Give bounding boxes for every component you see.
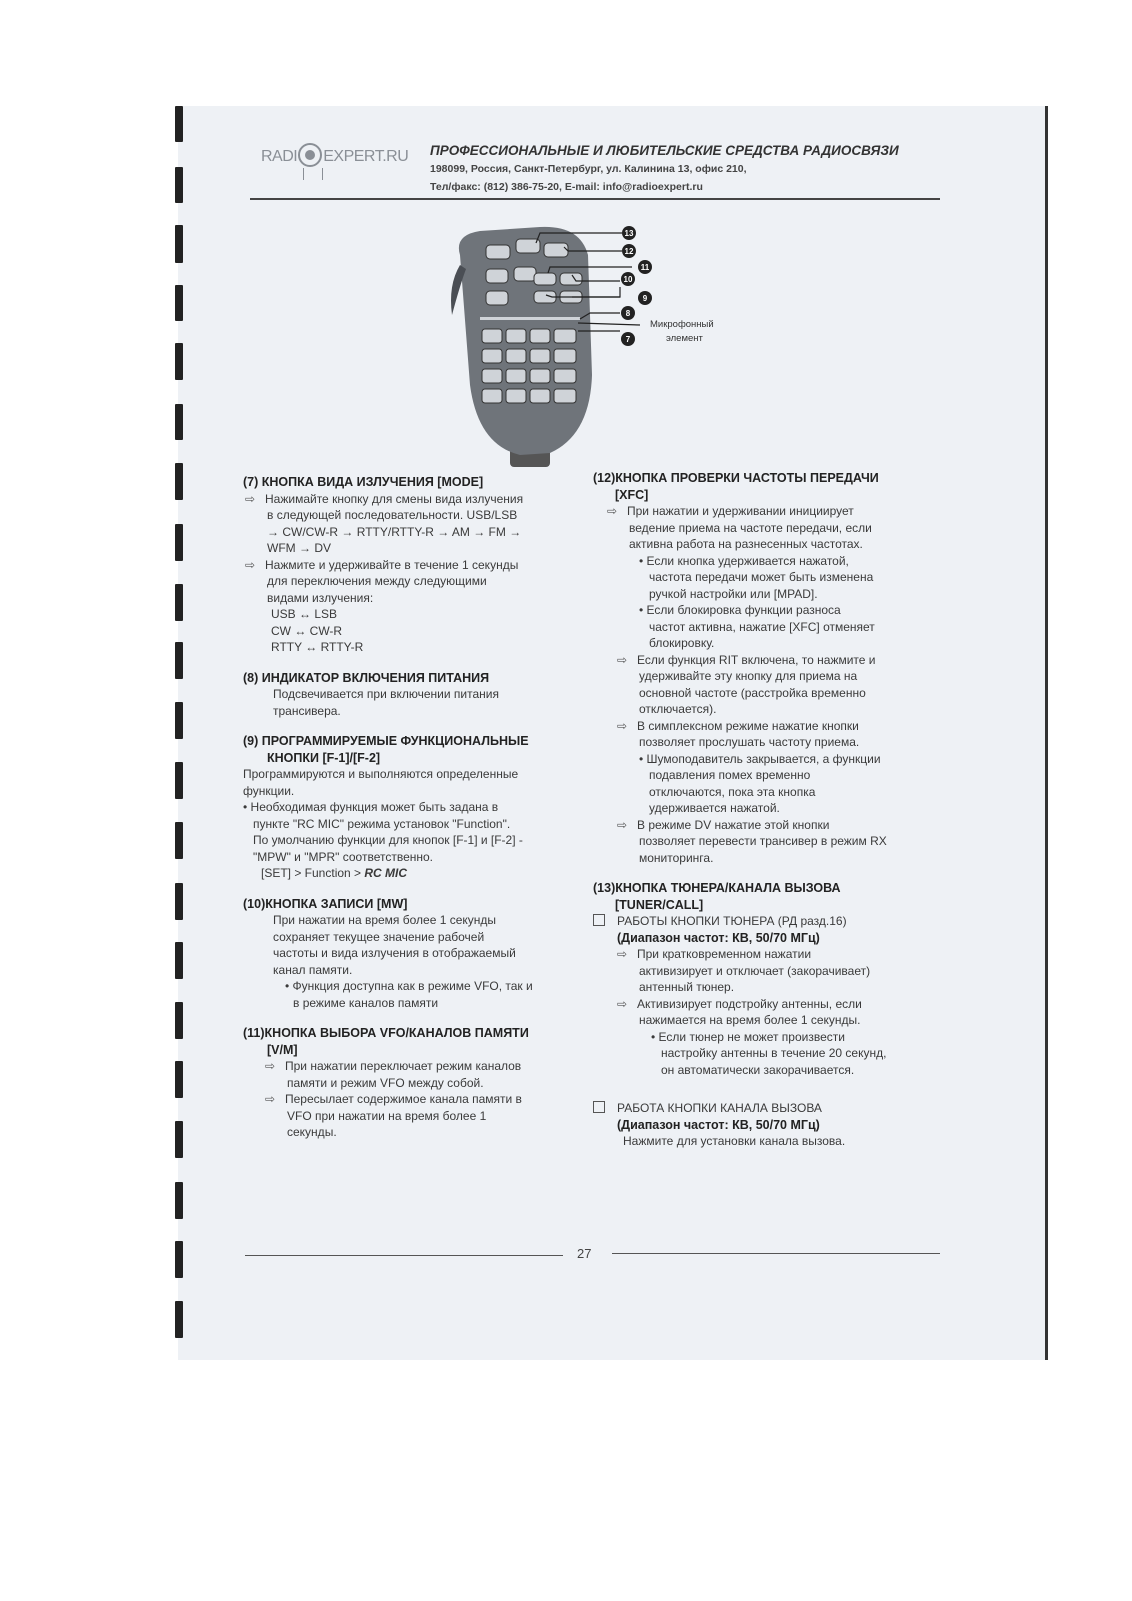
binding-mark xyxy=(175,822,183,859)
mic-power-led xyxy=(480,317,580,320)
header-divider xyxy=(250,198,940,200)
radioexpert-logo xyxy=(261,147,408,167)
mic-button xyxy=(544,243,568,257)
footer-rule-left xyxy=(245,1255,563,1256)
section-12-body: ⇨ При нажатии и удерживании инициирует ведение приема на частоте передачи, если активна работа на разнесенных частотах. • Если кнопка удерживается нажатой, частота передачи может быть изменена ручкой настройки или [MPAD]. • Если блокировка функции разноса частот активна, нажатие [XFC] отменяет блокировку. xyxy=(607,504,875,650)
arrow-icon: ⇨ xyxy=(245,557,256,572)
binding-mark xyxy=(175,883,183,920)
header-contact: Тел/факс: (812) 386-75-20, E-mail: info@radioexpert.ru xyxy=(430,181,703,193)
binding-mark xyxy=(175,524,183,561)
arrow-icon: ⇨ xyxy=(617,996,628,1011)
section-7-body: ⇨ Нажимайте кнопку для смены вида излучения в следующей последовательности. USB/LSB → CW/CW-R → RTTY/RTTY-R → AM → FM → WFM → DV ⇨ Нажмите и удерживайте в течение 1 секунды для переключения между следующими видами излучения: USB ↔ LSB CW ↔ CW-R RTTY ↔ RTTY-R xyxy=(245,491,524,654)
mic-element-label-2: элемент xyxy=(666,333,703,344)
section-11-title: (11)КНОПКА ВЫБОРА VFO/КАНАЛОВ ПАМЯТИ xyxy=(243,1026,529,1040)
section-13-body: ⇨ При кратковременном нажатии активизирует и отключает (закорачивает) антенный тюнер. ⇨ Активизирует подстройку антенны, если нажимается на время более 1 секунды. • Если тюнер не может произвести настройку антенны в течение 20 секунд, он автоматически закорачивается. xyxy=(617,947,887,1077)
binding-mark xyxy=(175,404,183,440)
checkbox-square-icon xyxy=(593,914,605,926)
mic-element-label-1: Микрофонный xyxy=(650,319,714,330)
arrow-icon: ⇨ xyxy=(265,1059,276,1073)
mic-button-mw xyxy=(560,273,582,285)
mic-button-vm xyxy=(534,273,556,285)
section-7-title: (7) КНОПКА ВИДА ИЗЛУЧЕНИЯ [MODE] xyxy=(243,475,484,489)
binding-mark xyxy=(175,343,183,380)
left-column: (7) КНОПКА ВИДА ИЗЛУЧЕНИЯ [MODE] ⇨ Нажимайте кнопку для смены вида излучения в следующей последовательности. USB/LSB → CW/CW-R → RTTY/RTTY-R → AM → FM → WFM → DV ⇨ Нажмите и удерживайте в течение 1 секунды для переключения между следующими видами излучения: USB ↔ LSB CW ↔ CW-R RTTY ↔ RTTY-R (8) ИНДИКАТОР ВКЛЮЧЕНИЯ ПИТАНИЯ Подсвечивается при включении питания трансивера. (9) ПРОГРАММИРУЕМЫЕ ФУНКЦИОНАЛЬНЫЕ КНОПКИ [F-1]/[F-2] Программируются и выполняются определенные функции. • Необходимая функция может быть задана в пункте "RC MIC" режима установок "Function". По умолчанию функции для кнопок [F-1] и [F-2] - "MPW" и "MPR" соответственно. [SET] > Function > RC MIC (10)КНОПКА ЗАПИСИ [MW] При нажатии на время более 1 секунды сохраняет текущее значение рабочей частоты и вида излучения в отображаемый канал памяти. • Функция доступна как в режиме VFO, так и в режиме каналов памяти (11)КНОПКА ВЫБОРА VFO/КАНАЛОВ ПАМЯТИ [V/M] ⇨ При нажатии переключает режим каналов памяти и режим VFO между собой. ⇨ Пересылает содержимое канала памяти в VFO при нажатии на время более 1 секунды. xyxy=(243,474,588,1141)
binding-mark xyxy=(175,167,183,203)
arrow-icon: ⇨ xyxy=(245,491,256,506)
section-11-body: ⇨ При нажатии переключает режим каналов памяти и режим VFO между собой. ⇨ Пересылает содержимое канала памяти в VFO при нажатии на время более 1 секунды. xyxy=(265,1059,522,1139)
binding-mark xyxy=(175,1241,183,1278)
binding-mark xyxy=(175,1121,183,1158)
arrow-icon: ⇨ xyxy=(617,947,628,961)
binding-mark xyxy=(175,1061,183,1098)
callout-7: 7 xyxy=(625,335,631,344)
arrow-icon: ⇨ xyxy=(617,718,628,733)
arrow-icon: ⇨ xyxy=(617,652,628,667)
logo-text-right: EXPERT.RU xyxy=(323,148,409,166)
binding-mark xyxy=(175,1301,183,1338)
header-title: ПРОФЕССИОНАЛЬНЫЕ И ЛЮБИТЕЛЬСКИЕ СРЕДСТВА РАДИОСВЯЗИ xyxy=(430,143,899,158)
section-8-title: (8) ИНДИКАТОР ВКЛЮЧЕНИЯ ПИТАНИЯ xyxy=(243,670,490,685)
arrow-icon: ⇨ xyxy=(265,1092,276,1106)
binding-mark xyxy=(175,106,183,142)
callout-12: 12 xyxy=(624,247,634,256)
checkbox-square-icon xyxy=(593,1101,605,1113)
callout-11: 11 xyxy=(640,263,650,272)
section-9-title: (9) ПРОГРАММИРУЕМЫЕ ФУНКЦИОНАЛЬНЫЕ xyxy=(243,734,529,748)
mic-button xyxy=(514,267,536,281)
page-edge xyxy=(1045,106,1048,1360)
footer-rule-right xyxy=(612,1253,940,1254)
mic-button xyxy=(486,269,508,283)
page-number: 27 xyxy=(577,1246,592,1261)
header-address: 198099, Россия, Санкт-Петербург, ул. Калинина 13, офис 210, xyxy=(430,163,747,175)
arrow-icon: ⇨ xyxy=(607,504,618,518)
callout-9: 9 xyxy=(642,294,648,303)
binding-mark xyxy=(175,1182,183,1219)
globe-icon xyxy=(298,143,322,167)
binding-mark xyxy=(175,463,183,500)
logo-text-left: RADI xyxy=(261,148,298,166)
callout-10: 10 xyxy=(623,275,633,284)
antenna-tower-icon xyxy=(303,168,323,180)
section-10-body: При нажатии на время более 1 секунды сохраняет текущее значение рабочей частоты и вида излучения в отображаемый канал памяти. • Функция доступна как в режиме VFO, так и в режиме каналов памяти xyxy=(273,913,533,1010)
mic-button xyxy=(486,245,510,259)
callout-8: 8 xyxy=(625,309,631,318)
section-10-title: (10)КНОПКА ЗАПИСИ [MW] xyxy=(243,896,408,911)
binding-mark xyxy=(175,584,183,621)
binding-mark xyxy=(175,762,183,799)
right-column: (12)КНОПКА ПРОВЕРКИ ЧАСТОТЫ ПЕРЕДАЧИ [XFC] ⇨ При нажатии и удерживании инициирует ведение приема на частоте передачи, если активна работа на разнесенных частотах. • Если кнопка удерживается нажатой, частота передачи может быть изменена ручкой настройки или [MPAD]. • Если блокировка функции разноса частот активна, нажатие [XFC] отменяет блокировку. ⇨ Если функция RIT включена, то нажмите и удерживайте эту кнопку для приема на основной частоте (расстройка временно отключается). ⇨ В симплексном режиме нажатие кнопки позволяет прослушать частоту приема. • Шумоподавитель закрывается, а функции подавления помех временно отключаются, пока эта кнопка удерживается нажатой. ⇨ В режиме DV нажатие этой кнопки позволяет перевести трансивер в режим RX мониторинга. (13)КНОПКА ТЮНЕРА/КАНАЛА ВЫЗОВА [TUNER/CALL] РАБОТЫ КНОПКИ ТЮНЕРА (РД разд.16) (Диапазон частот: КВ, 50/70 МГц) ⇨ При кратковременном нажатии активизирует и отключает (закорачивает) антенный тюнер. ⇨ Активизирует подстройку антенны, если нажимается на время более 1 секунды. • Если тюнер не может произвести настройку антенны в течение 20 секунд, он автоматически закорачивается. РАБОТА КНОПКИ КАНАЛА ВЫЗОВА (Диапазон частот: КВ, 50/70 МГц) Нажмите для установки канала вызова. xyxy=(593,470,943,1150)
section-12-title: (12)КНОПКА ПРОВЕРКИ ЧАСТОТЫ ПЕРЕДАЧИ xyxy=(593,471,879,485)
binding-mark xyxy=(175,702,183,739)
settings-path: [SET] > Function > RC MIC xyxy=(261,866,408,880)
microphone-figure xyxy=(440,225,740,475)
binding-mark xyxy=(175,1002,183,1039)
binding-mark xyxy=(175,642,183,679)
binding-mark xyxy=(175,285,183,321)
section-8-body: Подсвечивается при включении питания трансивера. xyxy=(273,687,499,718)
binding-mark xyxy=(175,942,183,979)
section-13-title: (13)КНОПКА ТЮНЕРА/КАНАЛА ВЫЗОВА xyxy=(593,881,841,895)
callout-13: 13 xyxy=(624,229,634,238)
binding-mark xyxy=(175,225,183,263)
arrow-icon: ⇨ xyxy=(617,817,628,832)
mic-button xyxy=(486,291,508,305)
